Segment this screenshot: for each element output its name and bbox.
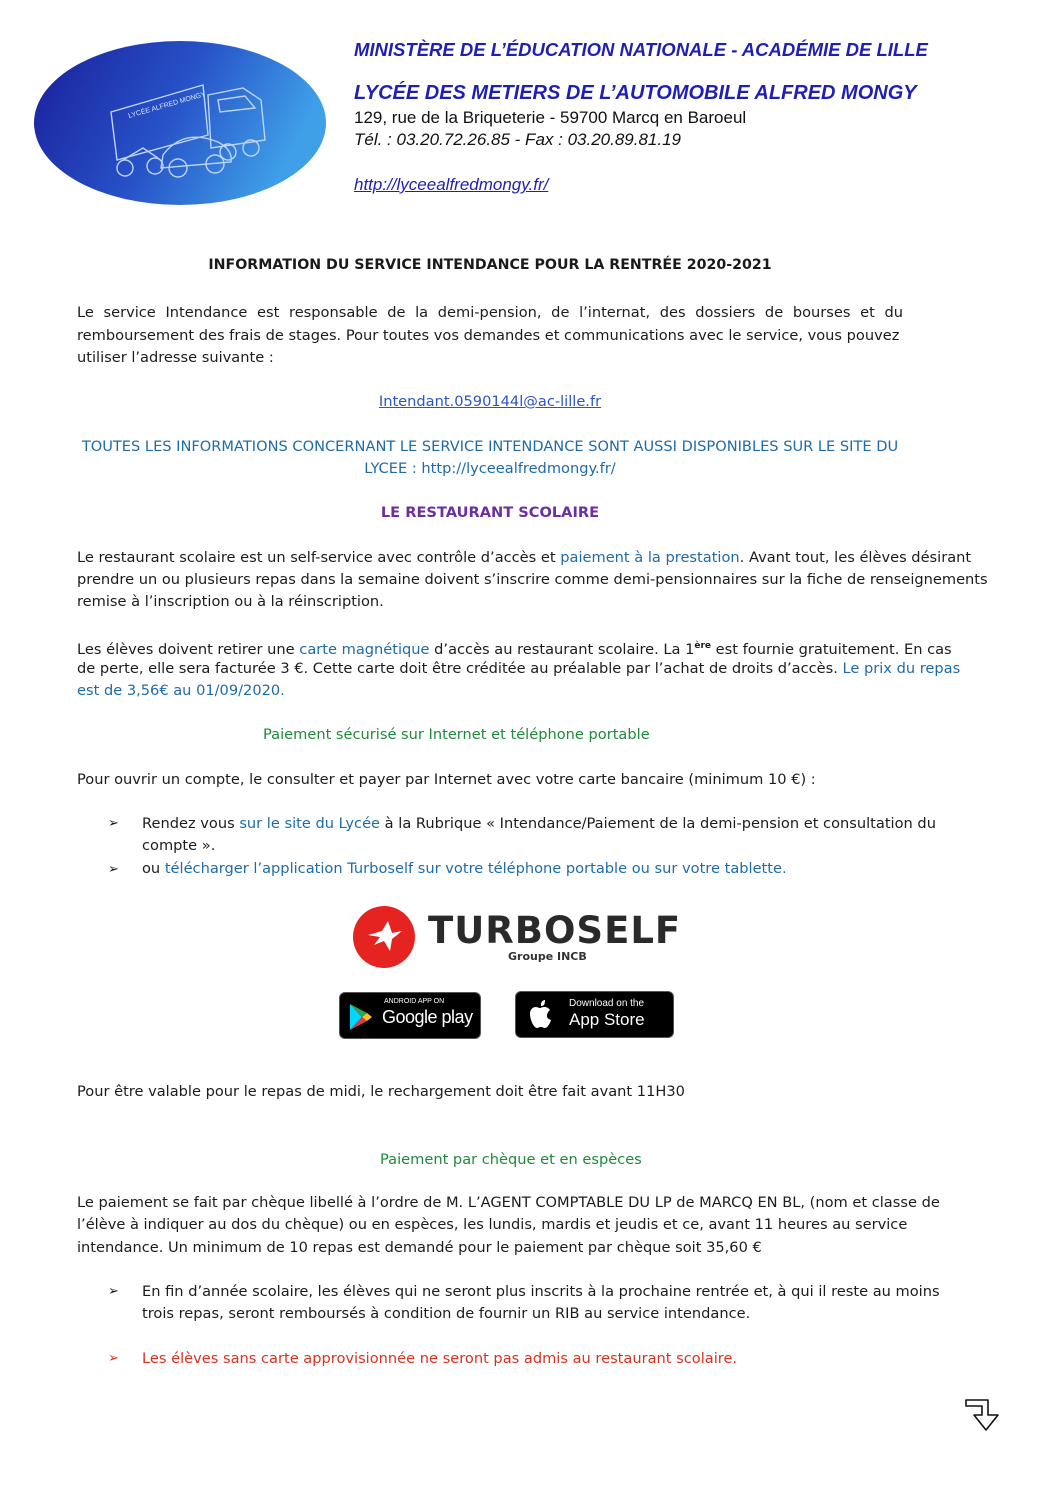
cheque-p-line-2: l’élève à indiquer au dos du chèque) ou en espèces, les lundis, mardis et jeudis et ce, avant 11 heures au service [77, 1216, 908, 1233]
online-payment-heading: Paiement sécurisé sur Internet et téléphone portable [263, 726, 650, 743]
restaurant-p1-highlight: paiement à la prestation [560, 549, 740, 566]
online-bullet-2 [142, 858, 787, 880]
restaurant-heading: LE RESTAURANT SCOLAIRE [380, 504, 600, 521]
turboself-download-text: télécharger l’application Turboself sur votre téléphone portable ou sur votre tablette. [164, 860, 787, 877]
cheque-p-line-1: Le paiement se fait par chèque libellé à l’ordre de M. L’AGENT COMPTABLE DU LP de MARCQ EN BL, (nom et classe de [77, 1194, 940, 1211]
school-phone: Tél. : 03.20.72.26.85 - Fax : 03.20.89.81.19 [354, 130, 682, 149]
restaurant-p2-text-d: est fournie gratuitement. En cas [711, 640, 952, 658]
school-name: LYCÉE DES METIERS DE L’AUTOMOBILE ALFRED MONGY [354, 82, 917, 104]
restaurant-p1-line-3: remise à l’inscription ou à la réinscription. [77, 593, 384, 610]
school-address: 129, rue de la Briqueterie - 59700 Marcq en Baroeul [354, 108, 747, 127]
restaurant-p1-line-2: prendre un ou plusieurs repas dans la semaine doivent s’inscrire comme demi-pensionnaires sur la fiche de renseignements [77, 571, 988, 588]
page-title: INFORMATION DU SERVICE INTENDANCE POUR LA RENTRÉE 2020-2021 [208, 257, 772, 273]
cheque-p-line-3: intendance. Un minimum de 10 repas est demandé pour le paiement par chèque soit 35,60 € [77, 1239, 762, 1256]
school-website-link[interactable]: http://lyceealfredmongy.fr/ [354, 175, 549, 194]
online-bullet-1-line-2: compte ». [142, 837, 216, 854]
online-bullet-2-text-a: ou [142, 860, 165, 877]
restaurant-p2-line2-highlight: Le prix du repas [842, 660, 961, 677]
turboself-brand: TURBOSELF [428, 909, 682, 952]
google-play-small-text: ANDROID APP ON [384, 998, 445, 1005]
bullet-arrow-icon: ➢ [108, 815, 119, 830]
restaurant-p1-line-1 [77, 547, 971, 569]
cheque-warning: Les élèves sans carte approvisionnée ne seront pas admis au restaurant scolaire. [142, 1350, 738, 1367]
app-store-label: App Store [569, 1010, 645, 1029]
next-page-arrow-icon[interactable] [962, 1397, 1004, 1433]
app-store-small-text: Download on the [569, 998, 645, 1009]
restaurant-p1-text-c: . Avant tout, les élèves désirant [739, 549, 972, 566]
restaurant-p2-line-2 [77, 658, 960, 680]
google-play-badge[interactable] [339, 992, 481, 1039]
restaurant-p2-sup: ère [694, 641, 712, 651]
ministry-heading: MINISTÈRE DE L’ÉDUCATION NATIONALE - ACADÉMIE DE LILLE [354, 39, 928, 60]
logo-text: LYCÉE ALFRED MONGY [127, 91, 207, 120]
bullet-arrow-icon: ➢ [108, 1283, 119, 1298]
bullet-arrow-icon: ➢ [108, 1350, 119, 1365]
bullet-arrow-icon: ➢ [108, 861, 119, 876]
restaurant-p2-text-a: Les élèves doivent retirer une [77, 640, 300, 658]
restaurant-p2-line-3: est de 3,56€ au 01/09/2020. [77, 682, 285, 699]
google-play-label: Google play [382, 1007, 473, 1027]
cheque-bullet-1-line-2: trois repas, seront remboursés à condition de fournir un RIB au service intendance. [142, 1305, 751, 1322]
intro-line-1: Le service Intendance est responsable de la demi-pension, de l’internat, des dossiers de bourses et du [77, 304, 903, 321]
restaurant-p1-text-a: Le restaurant scolaire est un self-service avec contrôle d’accès et [77, 549, 561, 566]
restaurant-p2-text-c: d’accès au restaurant scolaire. La 1 [429, 640, 695, 658]
turboself-group: Groupe INCB [508, 950, 587, 963]
apple-icon [528, 1000, 554, 1030]
online-bullet-1-text-a: Rendez vous [142, 815, 240, 832]
restaurant-p2-line-1 [77, 635, 952, 661]
school-site-link[interactable]: sur le site du Lycée [239, 815, 381, 832]
turboself-bird-icon [352, 905, 416, 969]
cheque-bullet-1-line-1: En fin d’année scolaire, les élèves qui ne seront plus inscrits à la prochaine rentrée et, à qui il reste au moins [142, 1283, 940, 1300]
online-payment-intro: Pour ouvrir un compte, le consulter et payer par Internet avec votre carte bancaire (minimum 10 €) : [77, 771, 816, 788]
online-bullet-1-line-1 [142, 813, 936, 835]
info-banner-line-1: TOUTES LES INFORMATIONS CONCERNANT LE SERVICE INTENDANCE SONT AUSSI DISPONIBLES SUR LE SITE DU [81, 438, 899, 455]
intro-line-3: utiliser l’adresse suivante : [77, 349, 274, 366]
info-banner-line-2: LYCEE : http://lyceealfredmongy.fr/ [364, 460, 616, 477]
school-logo-graphic [33, 40, 328, 206]
reload-note: Pour être valable pour le repas de midi, le rechargement doit être fait avant 11H30 [77, 1083, 685, 1100]
intendance-email-link[interactable]: Intendant.0590144l@ac-lille.fr [378, 393, 602, 410]
school-logo [33, 40, 328, 206]
google-play-icon [348, 1003, 374, 1031]
intro-line-2: remboursement des frais de stages. Pour toutes vos demandes et communications avec le service, vous pouvez [77, 327, 900, 344]
cheque-heading: Paiement par chèque et en espèces [380, 1151, 642, 1168]
app-store-badge[interactable] [515, 991, 674, 1038]
online-bullet-1-text-c: à la Rubrique « Intendance/Paiement de la demi-pension et consultation du [380, 815, 936, 832]
restaurant-p2-line2-text: de perte, elle sera facturée 3 €. Cette carte doit être créditée au préalable par l’achat de droits d’accès. [77, 660, 843, 677]
restaurant-p2-highlight: carte magnétique [299, 640, 430, 658]
